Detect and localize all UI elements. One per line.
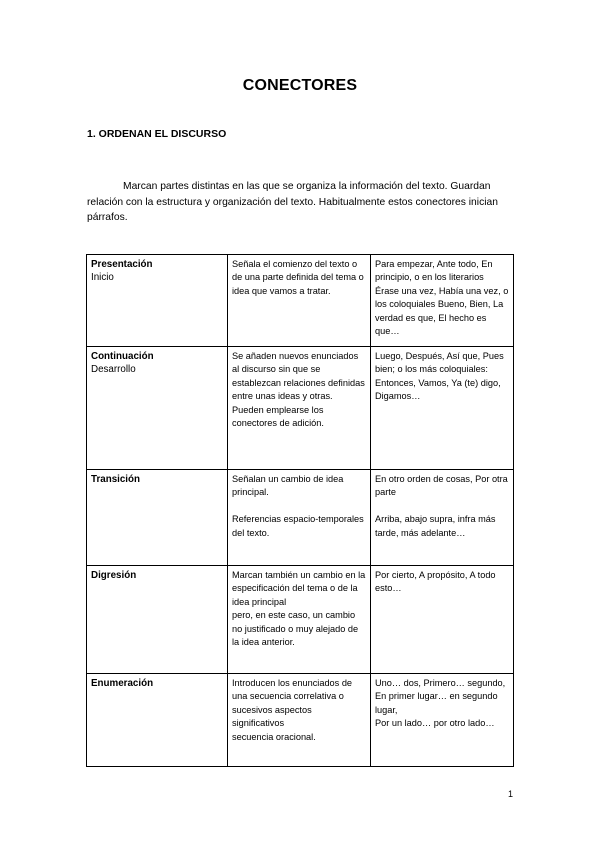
examples-cell [371, 347, 514, 470]
term-cell [87, 566, 228, 674]
term-label: Enumeración [91, 678, 154, 689]
page-number: 1 [508, 789, 514, 799]
description-cell [228, 566, 371, 674]
examples-text: Luego, Después, Así que, Pues bien; o los más coloquiales: Entonces, Vamos, Ya (te) digo, Digamos… [375, 351, 504, 402]
term-sublabel: Inicio [91, 272, 114, 284]
table-row [87, 674, 514, 767]
intro-paragraph [87, 179, 527, 226]
term-label: Continuación [91, 351, 154, 362]
table-row [87, 347, 514, 470]
section-heading: 1. ORDENAN EL DISCURSO [87, 128, 227, 140]
description-text: Se añaden nuevos enunciados al discurso sin que se establezcan relaciones definidas entre unas ideas y otras. Pueden emplearse los conectores de adición. [232, 351, 365, 429]
description-text: Introducen los enunciados de una secuencia correlativa o sucesivos aspectos significativos secuencia oracional. [232, 678, 353, 742]
connectors-table [86, 254, 514, 767]
term-cell [87, 347, 228, 470]
examples-text: Uno… dos, Primero… segundo, En primer lugar… en segundo lugar, Por un lado… por otro lado… [375, 678, 506, 729]
table-row [87, 470, 514, 566]
term-cell [87, 255, 228, 347]
table-row [87, 255, 514, 347]
description-cell [228, 255, 371, 347]
page-title: CONECTORES [242, 77, 358, 94]
examples-cell [371, 566, 514, 674]
examples-cell [371, 674, 514, 767]
description-cell [228, 674, 371, 767]
term-cell [87, 674, 228, 767]
term-label: Presentación [91, 259, 153, 270]
intro-text: Marcan partes distintas en las que se organiza la información del texto. Guardan relación con la estructura y organización del texto. Habitualmente estos conectores inician párrafos. [87, 181, 498, 223]
term-cell [87, 470, 228, 566]
examples-text: Por cierto, A propósito, A todo esto… [375, 570, 496, 594]
examples-cell [371, 255, 514, 347]
description-text: Marcan también un cambio en la especificación del tema o de la idea principal pero, en este caso, un cambio no justificado o muy alejado de la idea anterior. [232, 570, 366, 648]
description-text: Señalan un cambio de idea principal. Referencias espacio-temporales del texto. [232, 474, 364, 538]
term-label: Digresión [91, 570, 137, 581]
term-label: Transición [91, 474, 140, 485]
table-row [87, 566, 514, 674]
examples-text: En otro orden de cosas, Por otra parte Arriba, abajo supra, infra más tarde, más adelante… [375, 474, 508, 538]
term-sublabel: Desarrollo [91, 364, 136, 376]
examples-text: Para empezar, Ante todo, En principio, o en los literarios Érase una vez, Había una vez, o los coloquiales Bueno, Bien, La verdad es que, El hecho es que… [375, 259, 509, 337]
examples-cell [371, 470, 514, 566]
description-cell [228, 347, 371, 470]
description-cell [228, 470, 371, 566]
description-text: Señala el comienzo del texto o de una parte definida del tema o idea que vamos a tratar. [232, 259, 364, 296]
